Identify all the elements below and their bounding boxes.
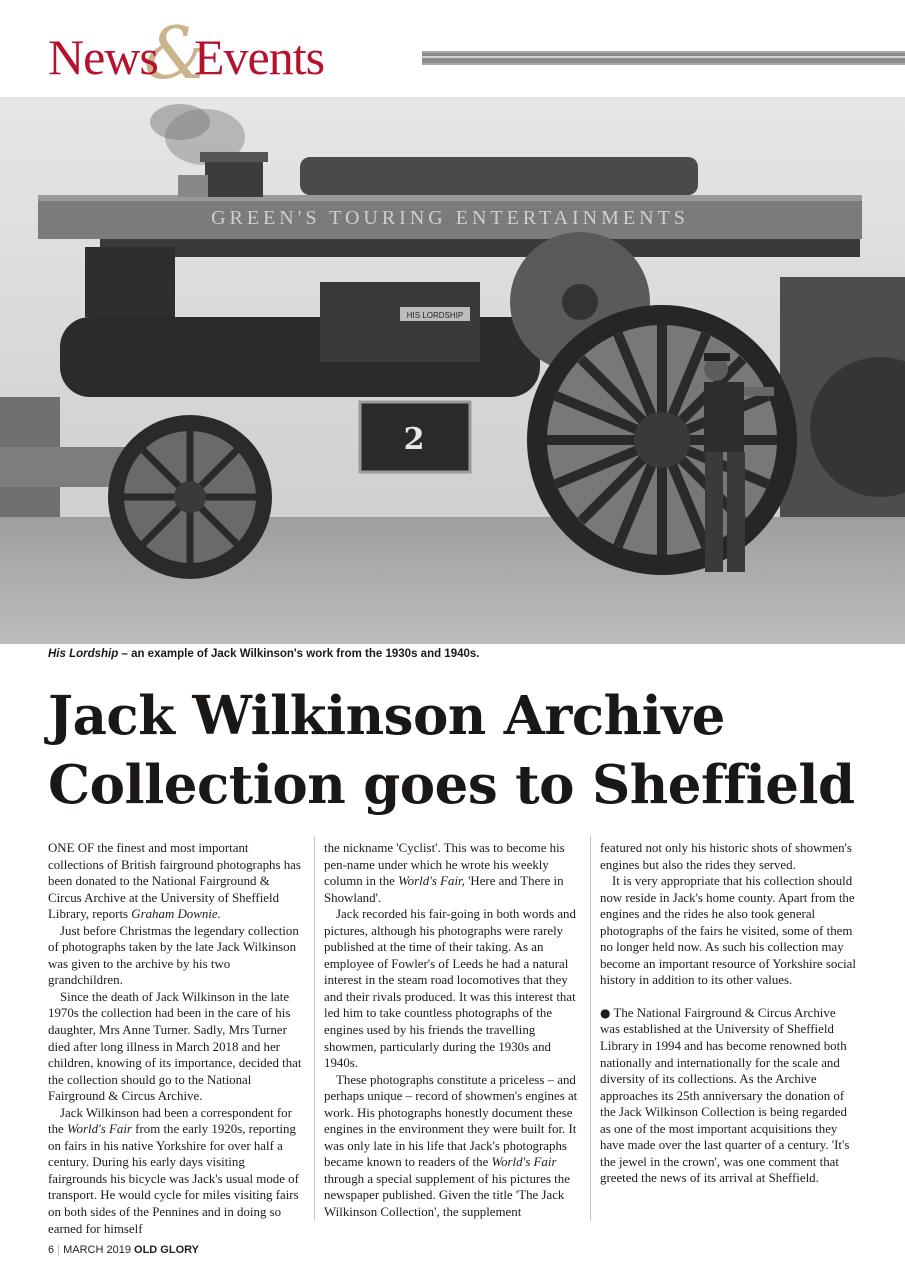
- masthead-ampersand: &: [143, 11, 208, 95]
- article-paragraph: [324, 1072, 580, 1221]
- footer-separator: |: [54, 1244, 64, 1256]
- masthead-word-events: Events: [193, 29, 325, 85]
- publication-name: World's Fair: [491, 1155, 557, 1170]
- steam-engine-photo: [0, 97, 905, 644]
- headline-line-2: Collection goes to Sheffield: [48, 754, 855, 816]
- engine-number: 2: [403, 422, 425, 457]
- article-headline: [48, 682, 898, 820]
- caption-italic: His Lordship: [48, 648, 119, 660]
- column-divider: [314, 836, 315, 1221]
- canopy-lettering: GREEN'S TOURING ENTERTAINMENTS: [211, 207, 689, 229]
- article-column-2: [324, 840, 580, 1221]
- magazine-name: OLD GLORY: [134, 1244, 200, 1256]
- article-paragraph: Jack recorded his fair-going in both words and pictures, although his photographs were rarely published at the time of their taking. As an employee of Fowler's of Leeds he had a natural interest in the steam road locomotives that they and their rivals produced. It was this interest that led him to take countless photographs of the engines used by his friends the travelling showmen, particularly during the 1930s and 1940s.: [324, 907, 576, 1071]
- article-paragraph: [48, 840, 304, 923]
- page-footer: [48, 1244, 199, 1256]
- paragraph-text: ONE OF the finest and most important collections of British fairground photographs has been donated to the National Fairground & Circus Archive at the University of Sheffield Library, reports: [48, 841, 301, 922]
- paragraph-text: 'Here and There in Showland'.: [324, 874, 564, 905]
- page-number: 6: [48, 1244, 55, 1256]
- caption-text: – an example of Jack Wilkinson's work from the 1930s and 1940s.: [118, 648, 480, 660]
- article-paragraph: It is very appropriate that his collection should now reside in Jack's home county. Apart from the engines and the rides he also took general photographs of the fairs he visited, some of them no longer held now. As such his collection may become an important resource of Yorkshire social history in addition to its other values.: [600, 874, 856, 988]
- paragraph-text: the nickname 'Cyclist'. This was to become his pen-name under which he wrote his weekly column in the: [324, 841, 565, 889]
- masthead-word-news: News: [48, 29, 158, 85]
- headline-line-1: Jack Wilkinson Archive: [48, 685, 725, 747]
- paragraph-text: through a special supplement of his pictures the newspaper published. Given the title 'The Jack Wilkinson Collection', the supplement: [324, 1171, 570, 1220]
- bullet-icon: ●: [600, 1005, 611, 1020]
- publication-name: World's Fair,: [398, 874, 465, 889]
- article-column-3: [600, 840, 856, 1187]
- article-paragraph: [324, 840, 580, 906]
- article-paragraph: Just before Christmas the legendary collection of photographs taken by the late Jack Wilkinson was given to the archive by his two grandchildren.: [48, 923, 299, 988]
- publication-name: World's Fair: [66, 1122, 132, 1137]
- paragraph-text: Jack Wilkinson had been a correspondent for the: [48, 1105, 292, 1137]
- author-name: Graham Downie.: [131, 907, 221, 922]
- article-paragraph: [48, 1105, 304, 1237]
- nameplate-text: HIS LORDSHIP: [406, 311, 464, 320]
- masthead-logo: [48, 11, 325, 95]
- article-paragraph: Since the death of Jack Wilkinson in the late 1970s the collection had been in the care of his daughter, Mrs Anne Turner. Sadly, Mrs Turner died after long illness in March 2018 and her children, knowing of its importance, decided that the collection should go to the National Fairground & Circus Archive.: [48, 989, 302, 1104]
- column-divider: [590, 836, 591, 1221]
- issue-date: MARCH 2019: [63, 1244, 135, 1256]
- paragraph-text: These photographs constitute a priceless – and perhaps unique – record of showmen's engines at work. His photographs honestly document these engines in the environment they were built for. It was only late in his life that Jack's photographs became known to readers of the: [324, 1072, 578, 1170]
- masthead-rule: [422, 51, 905, 65]
- photo-caption: [48, 648, 479, 660]
- article-paragraph: featured not only his historic shots of showmen's engines but also the rides they served.: [600, 841, 852, 872]
- paragraph-text: from the early 1920s, reporting on fairs in his native Yorkshire for over half a century. During his early days visiting fairgrounds his bicycle was Jack's usual mode of transport. He would cycle for miles visiting fairs on both sides of the Pennines and in doing so earned for himself: [48, 1122, 299, 1236]
- paragraph-text: The National Fairground & Circus Archive was established at the University of Sheffield Library in 1994 and has become renowned both nationally and internationally for the scale and diversity of its collections. As the Archive approaches its 25th anniversary the donation of the Jack Wilkinson Collection is being regarded as one of the most important acquisitions they have made over the last quarter of a century. 'It's the jewel in the crown', was one comment that greeted the news of its arrival at Sheffield.: [600, 1005, 850, 1186]
- article-column-1: [48, 840, 304, 1237]
- article-paragraph: [600, 1005, 856, 1187]
